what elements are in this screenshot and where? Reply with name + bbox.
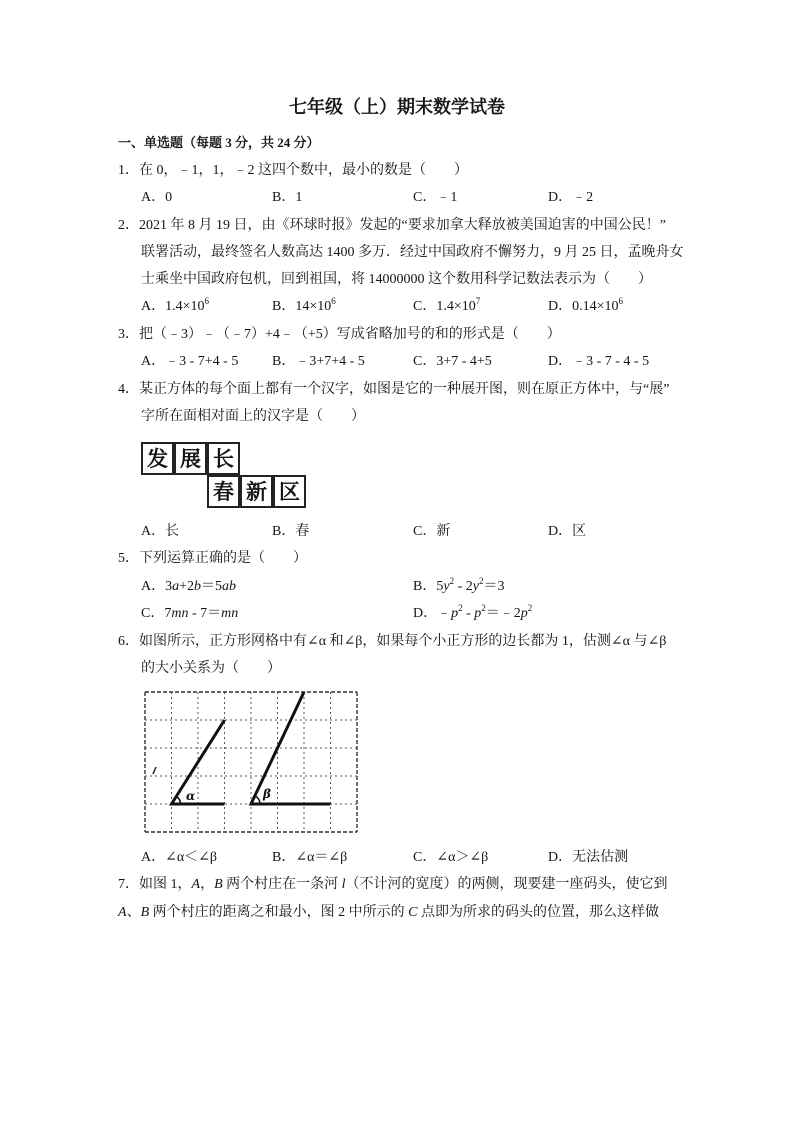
q3-stem: 3．把（﹣3）﹣（﹣7）+4﹣（+5）写成省略加号的和的形式是（ ） [118,327,561,342]
q7-stem-line-2 [118,904,659,922]
option-label: B． [272,299,296,314]
expr-part: - 2 [454,579,473,594]
net-cell-bottom-1: 春 [207,475,240,508]
expr-part: 5 [436,579,444,594]
q3-option-d: D．﹣3 - 7 - 4 - 5 [548,354,650,369]
q2-option-b [272,298,336,316]
expr-part: 7 [164,606,172,621]
expr-variable: p [451,606,459,621]
q2-option-c [413,298,480,316]
option-label: D． [413,606,438,621]
expr-variable: mn [221,606,239,621]
cube-net-figure [141,442,308,510]
expr-part: ＝5 [201,579,223,594]
expr-part: ﹣ [437,606,452,621]
alpha-label: α [186,789,196,803]
beta-label: β [263,787,271,801]
point-label: C [408,905,418,920]
net-cell-bottom-3: 区 [273,475,306,508]
q7-stem-line-1 [118,876,668,894]
q6-stem-line-2: 的大小关系为（ ） [141,661,281,676]
text-run: 、 [126,905,141,920]
option-label: D． [548,299,573,314]
page-title: 七年级（上）期末数学试卷 [289,97,505,117]
point-label: B [214,877,223,892]
q6-stem-line-1: 6．如图所示，正方形网格中有∠α 和∠β，如果每个小正方形的边长都为 1，估测∠α 与∠β [118,634,667,649]
expr-part: - [462,606,475,621]
q6-option-a: A．∠α＜∠β [141,850,218,865]
expr-variable: p [474,606,482,621]
expr-exponent: 2 [527,603,533,613]
q4-stem-line-2: 字所在面相对面上的汉字是（ ） [141,409,365,424]
expr-variable: b [194,579,202,594]
q5-option-b [413,578,504,596]
q1-option-d: D．﹣2 [548,190,594,205]
option-base: 1.4×10 [165,299,205,314]
section-heading: 一、单选题（每题 3 分，共 24 分） [118,135,320,150]
option-label: B． [413,579,437,594]
q5-option-d [413,605,532,623]
q4-option-d: D．区 [548,524,587,539]
q4-option-c: C．新 [413,524,451,539]
expr-part: +2 [179,579,195,594]
q6-option-d: D．无法估测 [548,850,629,865]
q1-stem: 1．在 0，﹣1，1，﹣2 这四个数中，最小的数是（ ） [118,163,468,178]
option-label: C． [413,299,437,314]
river-label: l [341,877,346,892]
point-label: A [191,877,201,892]
q5-option-c [141,605,238,623]
expr-exponent: 2 [449,576,455,586]
text-run: ， [200,877,215,892]
expr-exponent: 2 [478,576,484,586]
stray-tick-mark [153,767,156,774]
q3-option-c: C．3+7 - 4+5 [413,354,492,369]
point-label: B [140,905,150,920]
net-cell-top-3: 长 [207,442,240,475]
option-base: 1.4×10 [436,299,476,314]
option-base: 14×10 [295,299,332,314]
q1-option-c: C．﹣1 [413,190,458,205]
expr-part: ＝﹣2 [485,606,521,621]
expr-variable: p [520,606,528,621]
q6-option-b: B．∠α＝∠β [272,850,348,865]
option-label: A． [141,299,166,314]
q1-option-a: A．0 [141,190,173,205]
expr-part: 3 [165,579,173,594]
expr-part: ＝3 [483,579,505,594]
q2-stem-line-3: 士乘坐中国政府包机，回到祖国，将 14000000 这个数用科学记数法表示为（ ） [141,272,652,287]
net-cell-bottom-2: 新 [240,475,273,508]
point-label: A [118,905,127,920]
angle-grid-figure [143,690,361,836]
expr-variable: y [443,579,450,594]
q2-option-a [141,298,209,316]
expr-variable: y [472,579,479,594]
q4-option-a: A．长 [141,524,180,539]
expr-part: - 7＝ [188,606,222,621]
grid-lines [145,692,357,832]
text-run: 两个村庄的距离之和最小，图 2 中所示的 [149,905,409,920]
option-exponent: 6 [618,296,624,306]
q1-option-b: B．1 [272,190,303,205]
expr-variable: ab [222,579,237,594]
net-cell-top-1: 发 [141,442,174,475]
q4-option-b: B．春 [272,524,310,539]
option-exponent: 6 [204,296,210,306]
q2-option-d [548,298,623,316]
option-label: A． [141,579,166,594]
q4-stem-line-1: 4．某正方体的每个面上都有一个汉字，如图是它的一种展开图，则在原正方体中，与“展” [118,382,670,397]
expr-exponent: 2 [481,603,486,613]
q3-option-a: A．﹣3 - 7+4 - 5 [141,354,239,369]
option-label: C． [141,606,165,621]
text-run: 点即为所求的码头的位置，那么这样做 [417,905,659,920]
q2-stem-line-1: 2．2021 年 8 月 19 日，由《环球时报》发起的“要求加拿大释放被美国迫害的中国公民！” [118,218,666,233]
expr-exponent: 2 [458,603,463,613]
text-run: 7．如图 1， [118,877,192,892]
q2-stem-line-2: 联署活动，最终签名人数高达 1400 多万．经过中国政府不懈努力，9 月 25 日，孟晚舟女 [141,245,684,260]
option-base: 0.14×10 [572,299,619,314]
q6-option-c: C．∠α＞∠β [413,850,489,865]
expr-variable: mn [171,606,189,621]
q3-option-b: B．﹣3+7+4 - 5 [272,354,365,369]
q5-option-a [141,578,236,596]
expr-variable: a [172,579,180,594]
option-exponent: 6 [331,296,336,306]
option-exponent: 7 [475,296,481,306]
text-run: 两个村庄在一条河 [222,877,342,892]
net-cell-top-2: 展 [174,442,207,475]
q5-stem: 5．下列运算正确的是（ ） [118,551,307,566]
text-run: （不计河的宽度）的两侧，现要建一座码头，使它到 [345,877,668,892]
